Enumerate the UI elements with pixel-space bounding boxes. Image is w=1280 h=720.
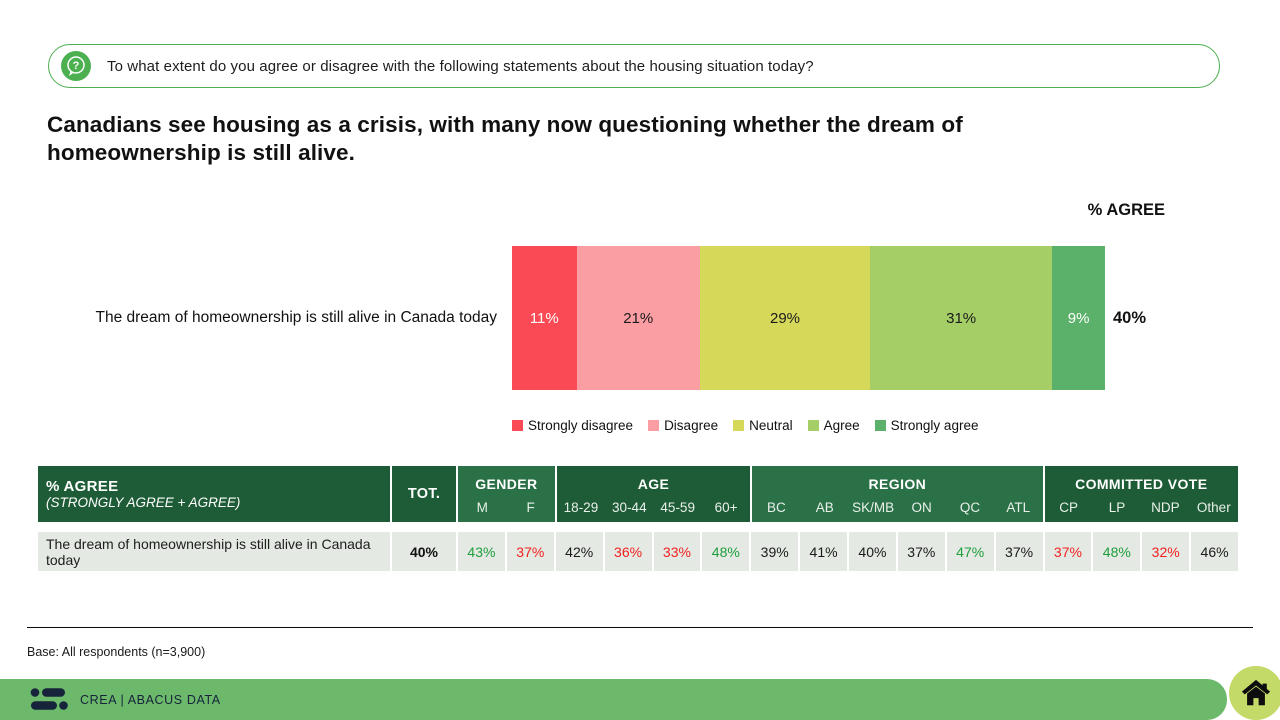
legend-item-0 bbox=[512, 418, 633, 433]
table-group-committed-vote bbox=[1045, 466, 1239, 522]
home-icon bbox=[1241, 678, 1271, 708]
footer-bar bbox=[0, 679, 1227, 720]
table-cell-15: 46% bbox=[1191, 532, 1238, 571]
table-column-header: 30-44 bbox=[612, 499, 647, 515]
legend-label: Strongly disagree bbox=[528, 418, 634, 433]
legend-item-4 bbox=[875, 418, 979, 433]
legend-item-2 bbox=[733, 418, 793, 433]
table-cell-9: 37% bbox=[898, 532, 945, 571]
question-bubble-icon bbox=[61, 51, 91, 81]
table-column-header: AB bbox=[815, 499, 834, 515]
table-header-title-cell bbox=[38, 466, 390, 522]
page-title: Canadians see housing as a crisis, with many now questioning whether the dream of homeownership is still alive. bbox=[47, 112, 963, 165]
table-cell-5: 48% bbox=[702, 532, 749, 571]
brand-text: CREA | ABACUS DATA bbox=[80, 692, 221, 707]
bar-segment-2: 29% bbox=[700, 246, 870, 390]
bar-segment-3: 31% bbox=[870, 246, 1052, 390]
table-column-header: ON bbox=[911, 499, 932, 515]
home-button[interactable] bbox=[1229, 666, 1280, 720]
table-cell-0: 43% bbox=[458, 532, 505, 571]
table-cell-14: 32% bbox=[1142, 532, 1189, 571]
abacus-logo-icon bbox=[30, 686, 70, 713]
table-cell-4: 33% bbox=[654, 532, 701, 571]
table-column-header: BC bbox=[767, 499, 786, 515]
table-title: % AGREE bbox=[46, 478, 119, 495]
pct-agree-value: 40% bbox=[1113, 308, 1147, 327]
table-group-age bbox=[557, 466, 751, 522]
table-subheader-row bbox=[458, 492, 555, 522]
table-column-header: 18-29 bbox=[563, 499, 599, 515]
table-group-label: REGION bbox=[868, 476, 927, 492]
table-header-total: TOT. bbox=[392, 466, 456, 522]
legend-label: Neutral bbox=[749, 418, 793, 433]
crosstab-table bbox=[38, 466, 1238, 571]
table-cell-3: 36% bbox=[605, 532, 652, 571]
table-column-header: QC bbox=[959, 499, 981, 515]
legend-item-1 bbox=[648, 418, 718, 433]
bar-segment-1: 21% bbox=[577, 246, 700, 390]
table-group-label: COMMITTED VOTE bbox=[1075, 476, 1208, 492]
table-subheader-row bbox=[557, 492, 751, 522]
table-column-header: 45-59 bbox=[660, 499, 695, 515]
legend-item-3 bbox=[808, 418, 860, 433]
table-column-header: 60+ bbox=[714, 499, 738, 515]
table-row bbox=[38, 532, 1238, 571]
table-cell-8: 40% bbox=[849, 532, 896, 571]
table-row-total: 40% bbox=[392, 532, 456, 571]
footer-divider bbox=[27, 627, 1253, 628]
legend-label: Disagree bbox=[664, 418, 719, 433]
table-cell-13: 48% bbox=[1093, 532, 1140, 571]
table-cell-10: 47% bbox=[947, 532, 994, 571]
table-cell-12: 37% bbox=[1045, 532, 1092, 571]
legend-label: Strongly agree bbox=[890, 418, 979, 433]
table-column-header: F bbox=[526, 499, 535, 515]
legend-swatch-icon bbox=[808, 420, 819, 431]
question-banner bbox=[48, 44, 1220, 88]
bar-segment-4: 9% bbox=[1052, 246, 1105, 390]
table-column-header: M bbox=[476, 499, 488, 515]
bar-segment-0: 11% bbox=[512, 246, 577, 390]
table-group-label: GENDER bbox=[475, 476, 538, 492]
table-cell-11: 37% bbox=[996, 532, 1043, 571]
table-column-header: SK/MB bbox=[852, 499, 895, 515]
table-header bbox=[38, 466, 1238, 522]
legend-swatch-icon bbox=[733, 420, 744, 431]
legend-swatch-icon bbox=[875, 420, 886, 431]
table-cell-6: 39% bbox=[751, 532, 798, 571]
table-subheader-row bbox=[1045, 492, 1239, 522]
table-group-region bbox=[752, 466, 1042, 522]
table-cell-7: 41% bbox=[800, 532, 847, 571]
legend-swatch-icon bbox=[648, 420, 659, 431]
table-column-header: CP bbox=[1059, 499, 1079, 515]
table-column-header: ATL bbox=[1006, 499, 1031, 515]
table-column-header: Other bbox=[1196, 499, 1231, 515]
table-subtitle: (STRONGLY AGREE + AGREE) bbox=[46, 495, 241, 510]
table-column-header: LP bbox=[1108, 499, 1126, 515]
question-text: To what extent do you agree or disagree with the following statements about the housing situation today? bbox=[107, 57, 814, 75]
pct-agree-header: % AGREE bbox=[1087, 201, 1165, 219]
bar-category-label: The dream of homeownership is still alive in Canada today bbox=[95, 309, 497, 326]
table-cell-1: 37% bbox=[507, 532, 554, 571]
table-group-label: AGE bbox=[637, 476, 670, 492]
table-group-gender bbox=[458, 466, 555, 522]
base-note: Base: All respondents (n=3,900) bbox=[27, 645, 206, 659]
stacked-bar bbox=[512, 246, 1105, 390]
table-subheader-row bbox=[752, 492, 1042, 522]
chart-legend bbox=[512, 418, 1112, 433]
svg-text:?: ? bbox=[72, 60, 80, 72]
legend-label: Agree bbox=[823, 418, 860, 433]
table-cell-2: 42% bbox=[556, 532, 603, 571]
table-column-header: NDP bbox=[1151, 499, 1180, 515]
legend-swatch-icon bbox=[512, 420, 523, 431]
table-row-label: The dream of homeownership is still alive in Canada today bbox=[38, 532, 390, 571]
